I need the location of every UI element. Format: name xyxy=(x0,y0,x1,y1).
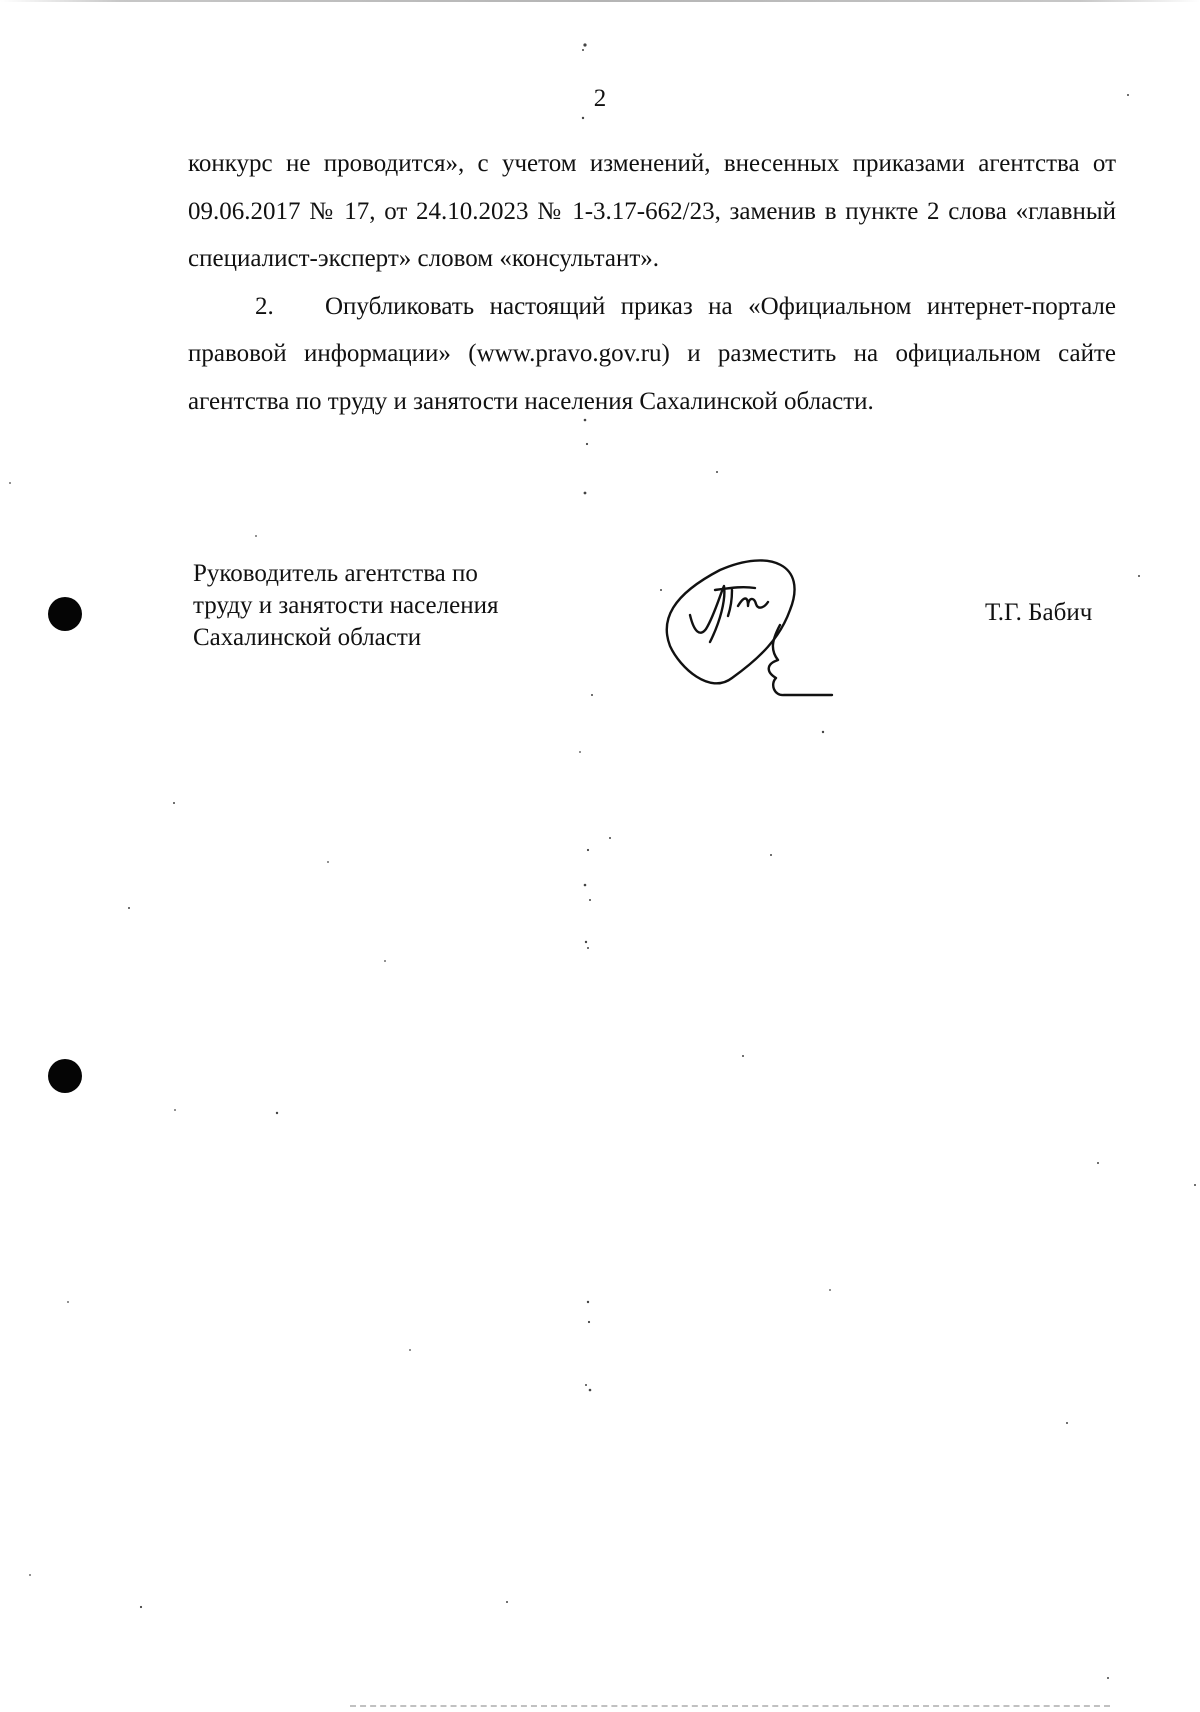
item-text: Опубликовать настоящий приказ на «Официальном интернет-портале правовой информации» (www.pravo.gov.ru) и разместить на официальном сайте агентства по труду и занятости населения Сахалинской области. xyxy=(188,292,1116,415)
page-number: 2 xyxy=(593,85,607,112)
scan-bottom-edge xyxy=(350,1705,1110,1709)
signatory-title: Руководитель агентства по труду и занятости населения Сахалинской области xyxy=(193,560,499,651)
item-number: 2. xyxy=(255,292,274,320)
body-paragraph: конкурс не проводится», с учетом изменений, внесенных приказами агентства от 09.06.2017 № 17, от 24.10.2023 № 1-3.17-662/23, заменив в пункте 2 слова «главный специалист-эксперт» словом «консультант». xyxy=(188,150,1116,272)
signatory-name: Т.Г. Бабич xyxy=(985,599,1093,626)
